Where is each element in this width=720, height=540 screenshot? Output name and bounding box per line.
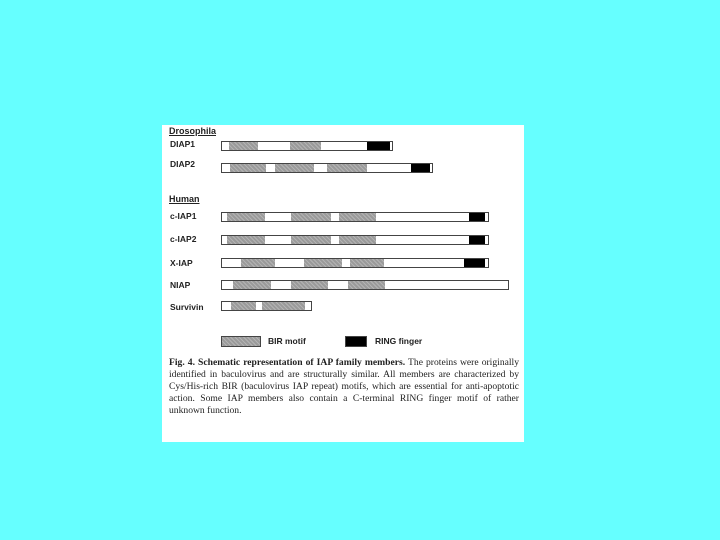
protein-bar-c-iap2: [221, 235, 489, 245]
protein-label-c-iap1: c-IAP1: [170, 211, 197, 221]
legend-bir-swatch: [221, 336, 261, 347]
ring-finger-domain: [367, 142, 391, 150]
bir-motif-domain: [291, 236, 331, 244]
bir-motif-domain: [241, 259, 276, 267]
bir-motif-domain: [304, 259, 341, 267]
protein-label-c-iap2: c-IAP2: [170, 234, 197, 244]
bir-motif-domain: [275, 164, 315, 172]
group-label-drosophila: Drosophila: [169, 126, 217, 136]
ring-finger-domain: [469, 236, 485, 244]
protein-label-diap2: DIAP2: [170, 159, 196, 169]
bir-motif-domain: [227, 213, 264, 221]
bir-motif-domain: [227, 236, 264, 244]
bir-motif-domain: [339, 213, 376, 221]
legend-bir-label: BIR motif: [268, 336, 306, 346]
caption-title: Fig. 4. Schematic representation of IAP family members.: [169, 357, 406, 368]
bir-motif-domain: [291, 281, 328, 289]
protein-bar-niap: [221, 280, 509, 290]
legend-ring-label: RING finger: [375, 336, 423, 346]
bir-motif-domain: [339, 236, 376, 244]
bir-motif-domain: [350, 259, 385, 267]
bir-motif-domain: [230, 164, 266, 172]
iap-figure: [162, 125, 524, 442]
bir-motif-domain: [229, 142, 258, 150]
protein-label-diap1: DIAP1: [170, 139, 196, 149]
caption-body: The proteins were originally identified in baculovirus and are structurally similar. All members are characterized by Cys/His-rich BIR (baculovirus IAP repeat) motifs, which are essential for anti-apoptotic action. Some IAP members also contain a C-terminal RING finger motif of rather unknown function.: [169, 357, 519, 416]
protein-bar-c-iap1: [221, 212, 489, 222]
bir-motif-domain: [262, 302, 305, 310]
protein-bar-diap2: [221, 163, 433, 173]
protein-bar-diap1: [221, 141, 393, 151]
figure-caption: [169, 357, 519, 417]
ring-finger-domain: [464, 259, 485, 267]
bir-motif-domain: [231, 302, 256, 310]
bir-motif-domain: [233, 281, 270, 289]
protein-bar-x-iap: [221, 258, 489, 268]
protein-label-survivin: Survivin: [170, 302, 204, 312]
ring-finger-domain: [411, 164, 430, 172]
bir-motif-domain: [290, 142, 321, 150]
legend-ring-swatch: [345, 336, 367, 347]
group-label-human: Human: [169, 194, 200, 204]
bir-motif-domain: [348, 281, 385, 289]
protein-label-niap: NIAP: [170, 280, 191, 290]
ring-finger-domain: [469, 213, 485, 221]
protein-label-x-iap: X-IAP: [170, 258, 193, 268]
bir-motif-domain: [327, 164, 367, 172]
bir-motif-domain: [291, 213, 331, 221]
protein-bar-survivin: [221, 301, 312, 311]
